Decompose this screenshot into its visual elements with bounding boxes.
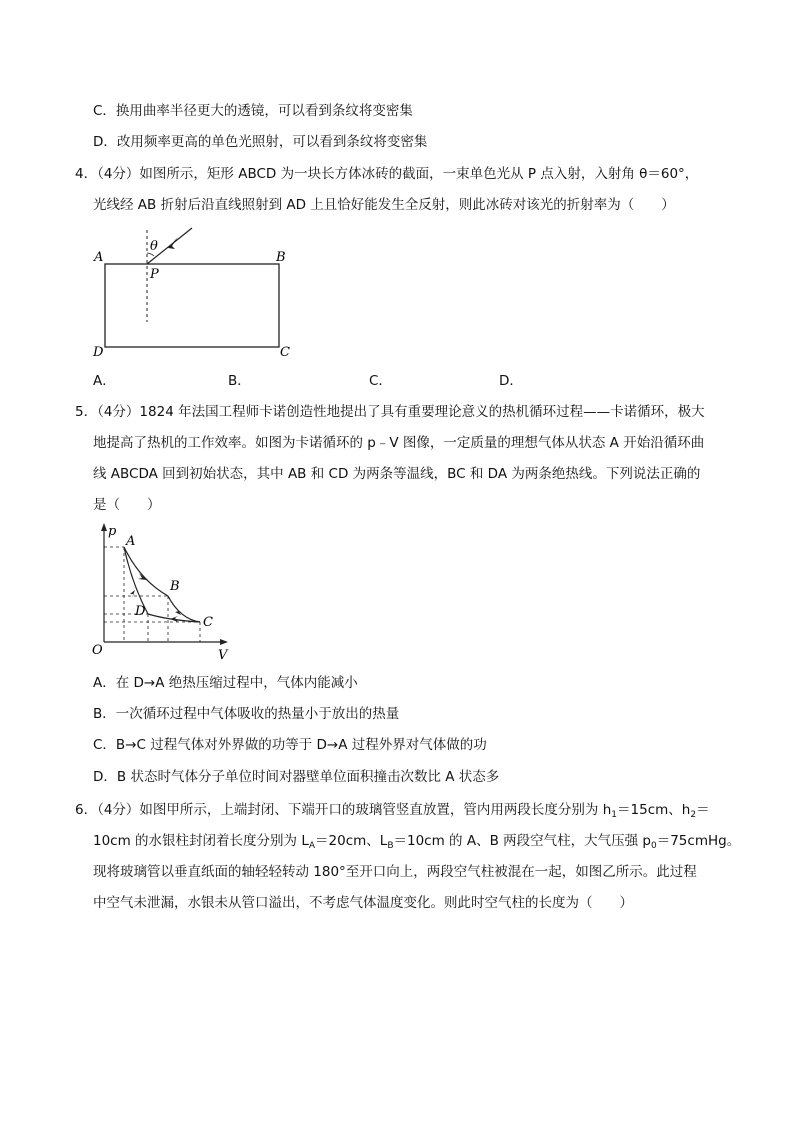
- label-p: P: [150, 267, 159, 282]
- q6-stem-line4: 中空气未泄漏，水银未从管口溢出，不考虑气体温度变化。则此时空气柱的长度为（ ）: [93, 895, 633, 911]
- rectangle-abcd: [105, 264, 279, 347]
- p-axis-arrow-icon: [101, 523, 107, 531]
- q5-option-d: D．B 状态时气体分子单位时间对器壁单位面积撞击次数比 A 状态多: [93, 769, 500, 785]
- ray-arrow-icon: [168, 237, 178, 249]
- q4-stem-line1: 4．（4分）如图所示，矩形 ABCD 为一块长方体冰砖的截面，一束单色光从 P 点入射，入射角 θ＝60°，: [75, 166, 699, 182]
- q4-option-a: A．: [93, 373, 116, 389]
- q6-stem-line2: 10cm 的水银柱封闭着长度分别为 $L_A=20cm$、$L_B=10cm$ 的 A、B 两段空气柱，大气压强 $p_0=75cmHg$。: [93, 833, 741, 851]
- q5-option-c: C．B→C 过程气体对外界做的功等于 D→A 过程外界对气体做的功: [93, 737, 487, 753]
- label-b: B: [276, 250, 286, 265]
- q3-option-c: C．换用曲率半径更大的透镜，可以看到条纹将变密集: [93, 103, 413, 119]
- q6-stem-line1: 6．（4分）如图甲所示，上端封闭、下端开口的玻璃管竖直放置，管内用两段长度分别为 $h_1=15cm$、$h_2=$: [75, 802, 710, 820]
- label-o: O: [92, 643, 103, 658]
- label-theta: θ: [150, 239, 158, 254]
- q5-stem-line3: 线 ABCDA 回到初始状态，其中 AB 和 CD 为两条等温线，BC 和 DA 为两条绝热线。下列说法正确的: [93, 466, 701, 482]
- q6-stem-line3: 现将玻璃管以垂直纸面的轴轻轻转动 180°至开口向上，两段空气柱被混在一起，如图乙所示。此过程: [93, 864, 697, 880]
- label-v: V: [218, 648, 228, 663]
- q3-option-d: D．改用频率更高的单色光照射，可以看到条纹将变密集: [93, 134, 428, 150]
- q5-option-a: A．在 D→A 绝热压缩过程中，气体内能减小: [93, 675, 358, 691]
- label-c: C: [280, 345, 290, 360]
- arrow-cd-icon: [170, 616, 178, 622]
- q5-stem-line1: 5．（4分）1824 年法国工程师卡诺创造性地提出了具有重要理论意义的热机循环过程——卡诺循环，极大: [75, 404, 705, 420]
- label-d: D: [135, 604, 146, 619]
- label-c: C: [203, 615, 213, 630]
- dashed-guides: [104, 547, 200, 642]
- q5-option-b: B．一次循环过程中气体吸收的热量小于放出的热量: [93, 706, 400, 722]
- q5-pv-diagram: [88, 518, 238, 666]
- q4-option-b: B．: [228, 373, 251, 389]
- arrow-ab-icon: [138, 573, 147, 580]
- q5-stem-line2: 地提高了热机的工作效率。如图为卡诺循环的 p﹣V 图像，一定质量的理想气体从状态 A 开始沿循环曲: [93, 435, 705, 451]
- label-p: p: [108, 524, 117, 539]
- q4-stem-line2: 光线经 AB 折射后沿直线照射到 AD 上且恰好能发生全反射，则此冰砖对该光的折射率为（ ）: [93, 197, 675, 213]
- label-a: A: [94, 250, 104, 265]
- q4-option-d: D．: [499, 373, 523, 389]
- q4-figure: [88, 222, 298, 362]
- v-axis-arrow-icon: [220, 639, 228, 645]
- q4-option-c: C．: [369, 373, 392, 389]
- label-a: A: [126, 534, 136, 549]
- label-d: D: [93, 345, 104, 360]
- arrow-da-icon: [130, 590, 135, 598]
- label-b: B: [170, 579, 180, 594]
- q5-stem-line4: 是（ ）: [93, 497, 161, 513]
